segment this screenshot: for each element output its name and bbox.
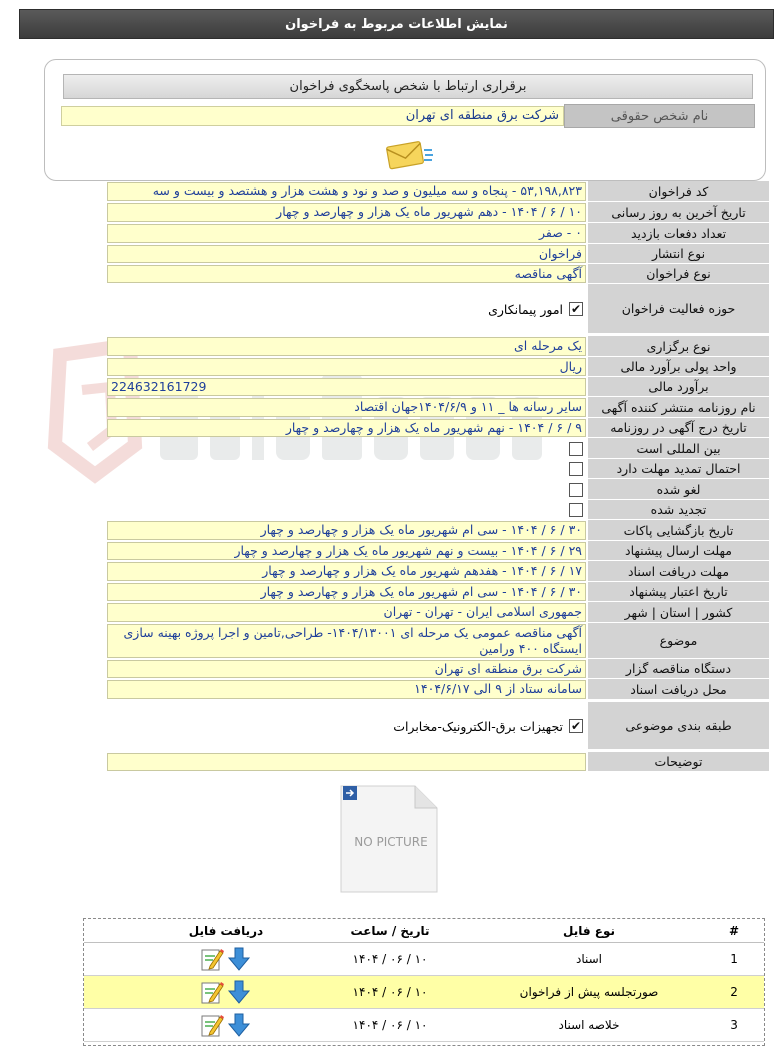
no-picture-text: NO PICTURE: [354, 835, 428, 849]
row-submit-deadline: [107, 541, 769, 561]
table-row: [84, 943, 764, 976]
row-label: کشور | استان | شهر: [588, 602, 769, 623]
contact-panel-title: برقراری ارتباط با شخص پاسخگوی فراخوان: [289, 79, 527, 94]
table-row: [84, 1009, 764, 1042]
row-tender-type: [107, 264, 769, 284]
row-type: اسناد: [576, 952, 603, 966]
contact-panel-header: [63, 74, 753, 99]
row-date: ۱۰ / ۰۶ / ۱۴۰۴: [352, 1018, 428, 1032]
row-publish-type: [107, 244, 769, 264]
row-label: بین المللی است: [588, 438, 769, 459]
description-value: [107, 753, 586, 771]
download-cell: [146, 943, 306, 975]
row-opening-date: [107, 520, 769, 541]
row-label: حوزه فعالیت فراخوان: [588, 284, 769, 334]
extension-field: [107, 459, 586, 479]
row-extension: [107, 459, 769, 479]
row-label: تاریخ اعتبار پیشنهاد: [588, 582, 769, 602]
row-docs-place: [107, 679, 769, 700]
row-ad-date: [107, 418, 769, 438]
download-arrow-icon[interactable]: [226, 979, 252, 1005]
row-label: توضیحات: [588, 752, 769, 772]
currency-value: ریال: [107, 358, 586, 376]
download-arrow-icon[interactable]: [226, 1012, 252, 1038]
row-last-update: [107, 202, 769, 223]
download-cell: [146, 1009, 306, 1041]
row-label: موضوع: [588, 623, 769, 659]
row-label: نوع برگزاری: [588, 336, 769, 357]
category-text: تجهیزات برق-الکترونیک-مخابرات: [393, 718, 563, 734]
col-num-header: #: [728, 923, 740, 938]
tender-type-value: آگهی مناقصه: [107, 265, 586, 283]
edit-document-icon[interactable]: [200, 979, 224, 1005]
ad-date-value: ۹ / ۶ / ۱۴۰۴ - نهم شهریور ماه یک هزار و چهارصد و چهار: [107, 419, 586, 437]
row-label: مهلت ارسال پیشنهاد: [588, 541, 769, 561]
legal-entity-label: [564, 104, 755, 128]
legal-entity-value: شرکت برق منطقه ای تهران: [61, 106, 564, 126]
row-label: تعداد دفعات بازدید: [588, 223, 769, 244]
validity-value: ۳۰ / ۶ / ۱۴۰۴ - سی ام شهریور ماه یک هزار و چهارصد و چهار: [107, 583, 586, 601]
submit-deadline-value: ۲۹ / ۶ / ۱۴۰۴ - بیست و نهم شهریور ماه یک هزار و چهارصد و چهار: [107, 542, 586, 560]
docs-deadline-value: ۱۷ / ۶ / ۱۴۰۴ - هفدهم شهریور ماه یک هزار و چهارصد و چهار: [107, 562, 586, 581]
download-cell: [146, 976, 306, 1008]
col-download-header: دریافت فایل: [188, 923, 264, 938]
row-holding-type: [107, 336, 769, 357]
row-label: برآورد مالی: [588, 377, 769, 397]
tender-code-value: ۵۳,۱۹۸,۸۲۳ - پنجاه و سه میلیون و صد و نود و هشت هزار و هشتصد و بیست و سه: [107, 182, 586, 201]
publish-type-value: فراخوان: [107, 245, 586, 263]
row-organizer: [107, 659, 769, 679]
row-renewed: [107, 500, 769, 520]
renewed-checkbox[interactable]: [569, 503, 583, 517]
row-label: نوع انتشار: [588, 244, 769, 264]
row-tender-code: [107, 181, 769, 202]
cancelled-checkbox[interactable]: [569, 483, 583, 497]
row-label: واحد پولی برآورد مالی: [588, 357, 769, 377]
download-arrow-icon[interactable]: [226, 946, 252, 972]
row-type: صورتجلسه پیش از فراخوان: [519, 985, 659, 999]
row-currency: [107, 357, 769, 377]
row-label: لغو شده: [588, 479, 769, 500]
legal-entity-label-text: نام شخص حقوقی: [610, 108, 709, 124]
col-type-header: نوع فایل: [563, 923, 615, 938]
row-num: 3: [730, 1018, 738, 1032]
row-label: محل دریافت اسناد: [588, 679, 769, 700]
visit-count-value: ۰ - صفر: [107, 224, 586, 243]
row-cancelled: [107, 479, 769, 500]
envelope-icon[interactable]: [384, 138, 434, 172]
edit-document-icon[interactable]: [200, 1012, 224, 1038]
page-title: نمایش اطلاعات مربوط به فراخوان: [285, 16, 508, 32]
row-international: [107, 438, 769, 459]
category-checkbox[interactable]: ✔: [570, 719, 582, 733]
row-label: نوع فراخوان: [588, 264, 769, 284]
row-label: تجدید شده: [588, 500, 769, 520]
cancelled-field: [107, 479, 586, 500]
page-title-bar: [19, 9, 774, 39]
activity-checkbox[interactable]: ✔: [570, 302, 582, 316]
row-newspaper: [107, 397, 769, 418]
row-label: مهلت دریافت اسناد: [588, 561, 769, 582]
organizer-value: شرکت برق منطقه ای تهران: [107, 660, 586, 678]
files-header-row: [84, 919, 764, 943]
international-field: [107, 438, 586, 459]
estimate-value: 224632161729: [107, 378, 586, 396]
table-row: [84, 976, 764, 1009]
renewed-field: [107, 500, 586, 520]
row-num: 2: [730, 985, 738, 999]
row-label: تاریخ درج آگهی در روزنامه: [588, 418, 769, 438]
activity-area-field: [107, 284, 586, 334]
row-label: دستگاه مناقصه گزار: [588, 659, 769, 679]
row-date: ۱۰ / ۰۶ / ۱۴۰۴: [352, 985, 428, 999]
row-activity-area: [107, 284, 769, 334]
row-description: [107, 752, 769, 772]
last-update-value: ۱۰ / ۶ / ۱۴۰۴ - دهم شهریور ماه یک هزار و چهارصد و چهار: [107, 203, 586, 222]
row-label: نام روزنامه منتشر کننده آگهی: [588, 397, 769, 418]
row-label: طبقه بندی موضوعی: [588, 702, 769, 750]
subject-value: آگهی مناقصه عمومی یک مرحله ای ۱۴۰۴/۱۳۰۰۱- طراحی,تامین و اجرا پروژه بهینه سازی ایستگاه ۴۰۰ ورامین: [107, 624, 586, 658]
row-label: کد فراخوان: [588, 181, 769, 202]
edit-document-icon[interactable]: [200, 946, 224, 972]
row-docs-deadline: [107, 561, 769, 582]
no-picture-image: [335, 780, 443, 898]
row-visit-count: [107, 223, 769, 244]
international-checkbox[interactable]: [569, 442, 583, 456]
col-date-header: تاریخ / ساعت: [350, 923, 430, 938]
activity-area-text: امور پیمانکاری: [488, 301, 563, 317]
row-category: [107, 702, 769, 750]
row-label: احتمال تمدید مهلت دارد: [588, 459, 769, 479]
row-subject: [107, 623, 769, 659]
location-value: جمهوری اسلامی ایران - تهران - تهران: [107, 603, 586, 622]
category-field: [107, 702, 586, 750]
newspaper-value: سایر رسانه ها _ ۱۱ و ۱۴۰۴/۶/۹جهان اقتصاد: [107, 398, 586, 417]
contact-panel: [44, 59, 766, 181]
holding-type-value: یک مرحله ای: [107, 337, 586, 356]
extension-checkbox[interactable]: [569, 462, 583, 476]
docs-place-value: سامانه ستاد از ۹ الی ۱۴۰۴/۶/۱۷: [107, 680, 586, 699]
row-location: [107, 602, 769, 623]
row-validity: [107, 582, 769, 602]
files-table: [83, 918, 765, 1046]
row-type: خلاصه اسناد: [558, 1018, 620, 1032]
row-label: تاریخ آخرین به روز رسانی: [588, 202, 769, 223]
row-num: 1: [730, 952, 738, 966]
row-estimate: [107, 377, 769, 397]
opening-date-value: ۳۰ / ۶ / ۱۴۰۴ - سی ام شهریور ماه یک هزار و چهارصد و چهار: [107, 521, 586, 540]
row-label: تاریخ بازگشایی پاکات: [588, 520, 769, 541]
row-date: ۱۰ / ۰۶ / ۱۴۰۴: [352, 952, 428, 966]
